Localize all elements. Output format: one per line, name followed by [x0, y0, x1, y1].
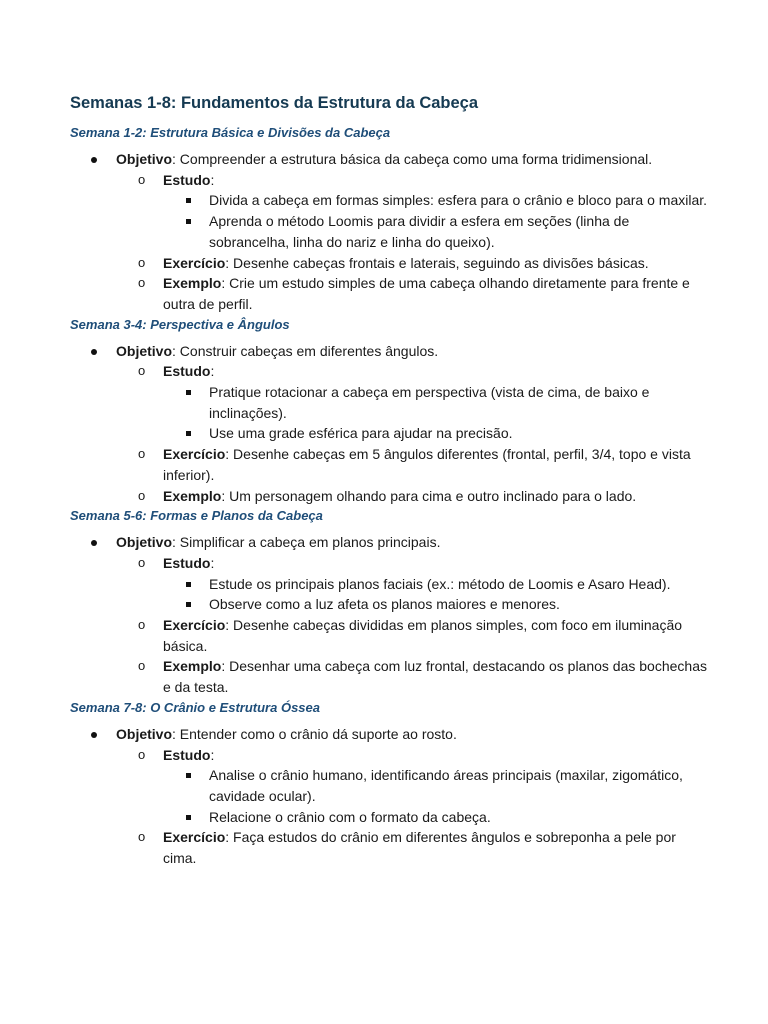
sub-list	[116, 553, 710, 698]
study-label: Estudo	[163, 554, 211, 571]
study-point	[163, 423, 710, 444]
objective-text: : Simplificar a cabeça em planos principais.	[172, 534, 441, 551]
bullet-icon	[91, 732, 97, 738]
study-item	[116, 745, 710, 828]
study-point-text: Aprenda o método Loomis para dividir a esfera em seções (linha de sobrancelha, linha do nariz e linha do queixo).	[209, 213, 630, 250]
example-item	[116, 273, 710, 314]
study-point	[163, 574, 710, 595]
exercise-label: Exercício	[163, 829, 226, 846]
exercise-label: Exercício	[163, 617, 226, 634]
document-title: Semanas 1-8: Fundamentos da Estrutura da Cabeça	[70, 94, 479, 112]
exercise-text: : Faça estudos do crânio em diferentes ângulos e sobreponha a pele por cima.	[163, 829, 676, 867]
week-section	[70, 698, 710, 869]
circle-bullet-icon: o	[138, 171, 146, 187]
square-bullet-icon	[186, 582, 191, 587]
sub-list	[116, 361, 710, 506]
exercise-item	[116, 444, 710, 485]
document-page	[70, 92, 710, 869]
circle-bullet-icon: o	[138, 446, 146, 462]
circle-bullet-icon: o	[138, 554, 146, 570]
study-item	[116, 361, 710, 444]
example-text: : Um personagem olhando para cima e outro inclinado para o lado.	[221, 487, 637, 504]
exercise-label: Exercício	[163, 446, 226, 463]
week-heading: Semana 3-4: Perspectiva e Ângulos	[70, 316, 290, 332]
study-point	[163, 190, 710, 211]
study-point	[163, 211, 710, 252]
study-colon: :	[210, 746, 215, 763]
sub-list	[116, 170, 710, 315]
study-label: Estudo	[163, 746, 211, 763]
study-label: Estudo	[163, 363, 211, 380]
study-list	[163, 382, 710, 444]
study-list	[163, 190, 710, 252]
square-bullet-icon	[186, 773, 191, 778]
study-colon: :	[210, 171, 215, 188]
study-list	[163, 765, 710, 827]
exercise-item	[116, 253, 710, 274]
study-point-text: Pratique rotacionar a cabeça em perspectiva (vista de cima, de baixo e inclinações).	[209, 384, 650, 421]
exercise-text: : Desenhe cabeças em 5 ângulos diferentes (frontal, perfil, 3/4, topo e vista inferior).	[163, 446, 691, 483]
study-point	[163, 765, 710, 806]
week-heading: Semana 5-6: Formas e Planos da Cabeça	[70, 508, 323, 524]
study-colon: :	[210, 363, 215, 380]
objective-label: Objetivo	[116, 342, 173, 359]
circle-bullet-icon: o	[138, 658, 146, 674]
study-list	[163, 574, 710, 615]
sub-list	[116, 745, 710, 869]
bullet-icon	[91, 157, 97, 163]
objective-text: : Construir cabeças em diferentes ângulos.	[172, 342, 439, 359]
objective-text: : Compreender a estrutura básica da cabeça como uma forma tridimensional.	[172, 151, 653, 167]
objective-label: Objetivo	[116, 151, 173, 167]
study-point	[163, 594, 710, 615]
circle-bullet-icon: o	[138, 254, 146, 270]
week-list	[70, 341, 710, 507]
week-list	[70, 724, 710, 869]
study-point-text: Observe como a luz afeta os planos maiores e menores.	[209, 596, 560, 613]
objective-item	[70, 149, 710, 315]
circle-bullet-icon: o	[138, 746, 146, 762]
circle-bullet-icon: o	[138, 487, 146, 503]
objective-item	[70, 532, 710, 698]
study-point-text: Analise o crânio humano, identificando áreas principais (maxilar, zigomático, cavidade ocular).	[209, 767, 683, 804]
study-point-text: Use uma grade esférica para ajudar na precisão.	[209, 425, 513, 442]
circle-bullet-icon: o	[138, 829, 146, 845]
study-label: Estudo	[163, 171, 211, 188]
week-list	[70, 149, 710, 315]
exercise-item	[116, 615, 710, 656]
square-bullet-icon	[186, 431, 191, 436]
exercise-label: Exercício	[163, 254, 226, 271]
circle-bullet-icon: o	[138, 617, 146, 633]
study-point-text: Divida a cabeça em formas simples: esfera para o crânio e bloco para o maxilar.	[209, 192, 708, 209]
square-bullet-icon	[186, 815, 191, 820]
square-bullet-icon	[186, 219, 191, 224]
bullet-icon	[91, 540, 97, 546]
objective-text: : Entender como o crânio dá suporte ao rosto.	[172, 725, 457, 742]
week-heading: Semana 1-2: Estrutura Básica e Divisões da Cabeça	[70, 125, 391, 140]
square-bullet-icon	[186, 198, 191, 203]
study-point-text: Estude os principais planos faciais (ex.: método de Loomis e Asaro Head).	[209, 575, 671, 592]
objective-label: Objetivo	[116, 534, 173, 551]
example-item	[116, 656, 710, 697]
exercise-text: : Desenhe cabeças divididas em planos simples, com foco em iluminação básica.	[163, 617, 683, 654]
example-label: Exemplo	[163, 487, 222, 504]
bullet-icon	[91, 349, 97, 355]
exercise-item	[116, 827, 710, 868]
objective-item	[70, 341, 710, 507]
study-point	[163, 382, 710, 423]
week-section	[70, 315, 710, 507]
square-bullet-icon	[186, 390, 191, 395]
exercise-text: : Desenhe cabeças frontais e laterais, seguindo as divisões básicas.	[225, 254, 649, 271]
week-heading: Semana 7-8: O Crânio e Estrutura Óssea	[70, 699, 320, 715]
square-bullet-icon	[186, 602, 191, 607]
week-section	[70, 506, 710, 698]
study-point-text: Relacione o crânio com o formato da cabeça.	[209, 808, 491, 825]
example-label: Exemplo	[163, 658, 222, 675]
week-list	[70, 532, 710, 698]
study-colon: :	[210, 554, 215, 571]
example-item	[116, 486, 710, 507]
study-item	[116, 553, 710, 615]
study-item	[116, 170, 710, 253]
circle-bullet-icon: o	[138, 275, 146, 291]
circle-bullet-icon: o	[138, 363, 146, 379]
example-text: : Crie um estudo simples de uma cabeça olhando diretamente para frente e outra de perfil.	[163, 275, 690, 312]
objective-item	[70, 724, 710, 869]
week-section	[70, 123, 710, 315]
example-text: : Desenhar uma cabeça com luz frontal, destacando os planos das bochechas e da testa.	[163, 658, 707, 696]
objective-label: Objetivo	[116, 725, 173, 742]
example-label: Exemplo	[163, 275, 222, 292]
study-point	[163, 807, 710, 828]
